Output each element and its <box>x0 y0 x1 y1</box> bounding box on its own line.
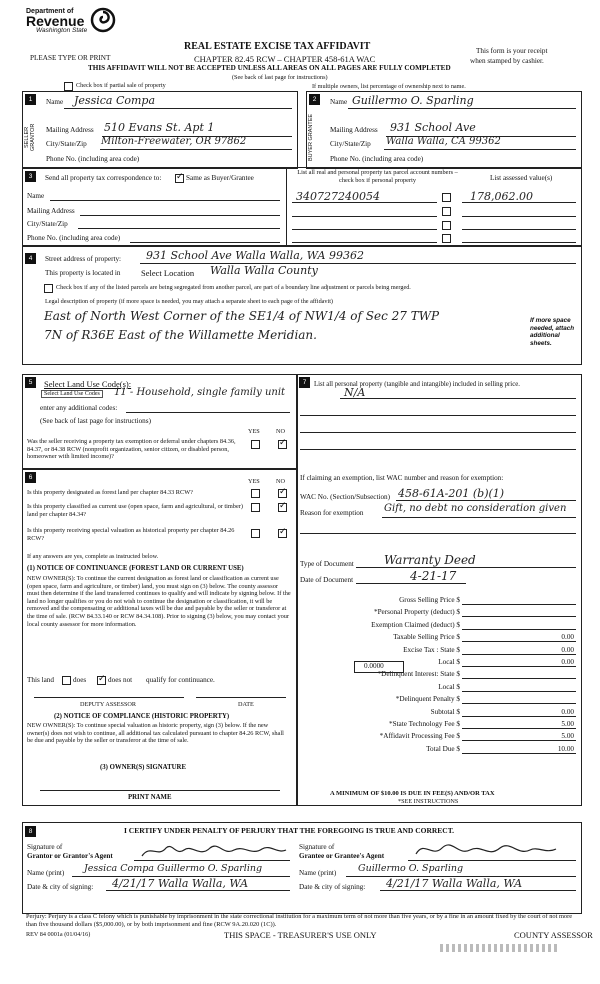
print-name-label: PRINT NAME <box>128 794 172 801</box>
section-6-box <box>22 468 298 806</box>
grantee-date-value[interactable]: 4/21/17 Walla Walla, WA <box>386 877 523 890</box>
logo-line3: Washington State <box>36 27 88 34</box>
buyer-city-value[interactable]: Walla Walla, CA 99362 <box>386 136 501 147</box>
sec3-name-label: Name <box>27 192 45 200</box>
sec5-yes-header: YES <box>248 428 260 435</box>
reason-value[interactable]: Gift, no debt no consideration given <box>384 503 567 514</box>
county-assessor-label: COUNTY ASSESSOR <box>514 930 593 940</box>
seller-name-value[interactable]: Jessica Compa <box>74 94 156 107</box>
does-checkbox[interactable] <box>62 676 71 685</box>
deputy-date-label: DATE <box>238 701 254 708</box>
fee-label: Exemption Claimed (deduct) $ <box>371 621 460 629</box>
forest-no-checkbox[interactable] <box>278 489 287 498</box>
doc-date-value[interactable]: 4-21-17 <box>410 569 457 583</box>
form-chapter: CHAPTER 82.45 RCW – CHAPTER 458-61A WAC <box>194 54 376 64</box>
notice1-title: (1) NOTICE OF CONTINUANCE (FOREST LAND OR CURRENT USE) <box>27 565 244 572</box>
same-as-buyer-checkbox[interactable] <box>175 174 184 183</box>
seller-phone-label: Phone No. (including area code) <box>46 155 140 163</box>
fee-label: *Delinquent Penalty $ <box>395 695 460 703</box>
section-7-box <box>296 374 582 806</box>
fee-label: Taxable Selling Price $ <box>393 633 460 641</box>
parcel-header: List all real and personal property tax parcel account numbers – check box if personal property <box>297 169 458 184</box>
street-value[interactable]: 931 School Ave Walla Walla, WA 99362 <box>146 249 364 262</box>
buyer-side-label: BUYER GRANTEE <box>308 113 314 161</box>
exemption-yes-checkbox[interactable] <box>251 440 260 449</box>
grantor-name-label: Name (print) <box>27 869 65 877</box>
seller-side-label: SELLER GRANTOR <box>24 123 36 151</box>
logo-line2: Revenue <box>26 13 85 29</box>
doc-type-value[interactable]: Warranty Deed <box>384 553 476 567</box>
assessed-header: List assessed value(s) <box>490 174 553 182</box>
fee-label: *State Technology Fee $ <box>388 720 460 728</box>
section-1-number: 1 <box>25 94 36 105</box>
owner-signature-label: (3) OWNER(S) SIGNATURE <box>100 764 186 771</box>
section-6-number: 6 <box>25 472 36 483</box>
if-yes-note: If any answers are yes, complete as instructed below. <box>27 553 159 560</box>
personal-property-checkbox-2[interactable] <box>442 207 451 216</box>
forest-yes-checkbox[interactable] <box>251 489 260 498</box>
sec3-city-label: City/State/Zip <box>27 220 68 228</box>
revenue-swirl-icon <box>90 7 116 33</box>
located-label: This property is located in <box>45 269 121 277</box>
sec3-phone-label: Phone No. (including area code) <box>27 234 121 242</box>
grantee-name-value[interactable]: Guillermo O. Sparling <box>358 863 464 874</box>
fee-label: Subtotal $ <box>430 708 460 716</box>
street-label: Street address of property: <box>45 255 122 263</box>
grantee-date-label: Date & city of signing: <box>299 883 366 891</box>
notice2-body: NEW OWNER(S): To continue special valuation as historic property, sign (3) below. If the new owner(s) does not wish to continue, all additional tax calculated pursuant to chapter 84.26 RCW, shall be due and payable by the seller or transferor at the time of sale. <box>27 722 284 745</box>
buyer-address-label: Mailing Address <box>330 126 378 134</box>
wac-label: WAC No. (Section/Subsection) <box>300 493 391 501</box>
seller-address-label: Mailing Address <box>46 126 94 134</box>
section-7-number: 7 <box>299 377 310 388</box>
doc-type-label: Type of Document <box>300 560 354 568</box>
more-space-note: If more space needed, attach additional sheets. <box>530 317 575 347</box>
does-label: does <box>73 676 87 684</box>
grantee-sig-label-2: Grantee or Grantee's Agent <box>299 852 385 860</box>
fee-label: Local $ <box>438 683 460 691</box>
location-select[interactable]: Select Location <box>141 268 195 278</box>
legal-line-1[interactable]: East of North West Corner of the SE1/4 of NW1/4 of Sec 27 TWP <box>44 309 440 323</box>
fee-label: Total Due $ <box>426 745 460 753</box>
buyer-phone-label: Phone No. (including area code) <box>330 155 424 163</box>
revenue-logo <box>26 8 87 34</box>
sec6-no-header: NO <box>276 478 285 485</box>
personal-property-checkbox-3[interactable] <box>442 221 451 230</box>
fee-label: *Personal Property (deduct) $ <box>373 608 460 616</box>
deputy-assessor-label: DEPUTY ASSESSOR <box>80 701 136 708</box>
wac-value[interactable]: 458-61A-201 (b)(1) <box>398 487 505 500</box>
section-2-number: 2 <box>309 94 320 105</box>
fee-label: Excise Tax : State $ <box>403 646 460 654</box>
perjury-note: Perjury: Perjury is a class C felony which is punishable by imprisonment in the state correctional institution for a maximum term of not more than five years, or by a fine in an amount fixed by the court of not more than five thousand dollars ($5,000.00), or by both imprisonment and fine (RCW 9A.20.020 (1C)). <box>26 913 573 928</box>
receipt-note-2: when stamped by cashier. <box>470 57 544 65</box>
partial-sale-label: Check box if partial sale of property <box>76 82 166 89</box>
does-not-label: does not <box>108 676 133 684</box>
reason-label: Reason for exemption <box>300 509 364 517</box>
correspondence-label: Send all property tax correspondence to: <box>45 174 162 182</box>
fee-value[interactable]: 10.00 <box>557 745 574 753</box>
notice2-title: (2) NOTICE OF COMPLIANCE (HISTORIC PROPERTY) <box>54 713 230 720</box>
location-value[interactable]: Walla Walla County <box>210 264 318 277</box>
see-back-note: (See back of last page for instructions) <box>232 74 328 81</box>
historic-yes-checkbox[interactable] <box>251 529 260 538</box>
grantor-name-value[interactable]: Jessica Compa Guillermo O. Sparling <box>84 863 263 874</box>
fee-label: Gross Selling Price $ <box>399 596 460 604</box>
grantor-date-label: Date & city of signing: <box>27 883 94 891</box>
land-use-select[interactable]: Select Land Use Codes <box>41 390 103 398</box>
segregated-checkbox[interactable] <box>44 284 53 293</box>
sec5-no-header: NO <box>276 428 285 435</box>
assessed-value[interactable]: 178,062.00 <box>470 190 533 203</box>
print-hint: PLEASE TYPE OR PRINT <box>30 54 111 62</box>
notice1-body: NEW OWNER(S): To continue the current designation as forest land or classification as current use (open space, farm and agriculture, or timber) land, you must sign on (3) below. The county assessor must then determine if the land transferred continues to qualify and will indicate by signing below. If the land no longer qualifies or you do not wish to continue the designation or classification, it will be removed and the compensating or additional taxes will be due and payable by the seller or transferor at the time of sale. (RCW 84.33.140 or RCW 84.34.108). Prior to signing (3) below, you may contact your local county assessor for more information. <box>27 575 291 628</box>
segregated-label: Check box if any of the listed parcels are being segregated from another parcel, are part of a boundary line adjustment or parcels being merged. <box>56 284 411 291</box>
buyer-name-label: Name <box>330 98 348 106</box>
current-use-question: Is this property classified as current use (open space, farm and agricultural, or timber) land per chapter 84.34? <box>27 503 243 518</box>
historic-question: Is this property receiving special valuation as historical property per chapter 84.26 RCW? <box>27 527 235 542</box>
partial-sale-checkbox[interactable] <box>64 82 73 91</box>
fee-label: *Delinquent Interest: State $ <box>377 670 460 678</box>
treasurer-use-label: THIS SPACE - TREASURER'S USE ONLY <box>224 930 377 940</box>
exemption-no-checkbox[interactable] <box>278 440 287 449</box>
personal-property-checkbox-4[interactable] <box>442 234 451 243</box>
personal-property-label: List all personal property (tangible and intangible) included in selling price. <box>314 381 520 388</box>
buyer-name-value[interactable]: Guillermo O. Sparling <box>352 94 474 107</box>
grantee-sig-label-1: Signature of <box>299 843 335 851</box>
buyer-address-value[interactable]: 931 School Ave <box>390 121 476 134</box>
fee-value[interactable]: 5.00 <box>561 720 574 728</box>
fee-value[interactable]: 0.00 <box>561 633 574 641</box>
parcel-number-value[interactable]: 340727240054 <box>296 190 380 203</box>
stamp-mark <box>440 944 560 952</box>
fee-label: *Affidavit Processing Fee $ <box>379 732 460 740</box>
exemption-question: Was the seller receiving a property tax exemption or deferral under chapters 84.36, 84.37, or 84.38 RCW (nonprofit organization, senior citizen, or disabled person, homeowner with limited income)? <box>27 438 236 461</box>
doc-date-label: Date of Document <box>300 576 354 584</box>
sec5-see-back: (See back of last page for instructions) <box>40 417 151 425</box>
grantee-name-label: Name (print) <box>299 869 337 877</box>
form-id: REV 84 0001a (01/04/16) <box>26 931 91 938</box>
logo-line1: Department of <box>26 8 74 15</box>
see-instructions-note: *SEE INSTRUCTIONS <box>398 798 459 805</box>
personal-property-value[interactable]: N/A <box>344 386 366 399</box>
legal-label: Legal description of property (if more space is needed, you may attach a separate sheet to each page of the affidavit) <box>45 298 333 305</box>
land-use-label: Select Land Use Code(s): <box>44 379 132 389</box>
grantor-date-value[interactable]: 4/21/17 Walla Walla, WA <box>112 877 249 890</box>
exemption-claim-label: If claiming an exemption, list WAC number and reason for exemption: <box>300 474 504 482</box>
fee-value[interactable]: 0.00 <box>561 708 574 716</box>
section-3-number: 3 <box>25 171 36 182</box>
receipt-note-1: This form is your receipt <box>476 47 548 55</box>
form-warning: THIS AFFIDAVIT WILL NOT BE ACCEPTED UNLESS ALL AREAS ON ALL PAGES ARE FULLY COMPLETED <box>88 64 451 72</box>
section-8-number: 8 <box>25 826 36 837</box>
fee-label: Local $ <box>438 658 460 666</box>
same-as-buyer-label: Same as Buyer/Grantee <box>186 174 254 182</box>
this-land-label: This land <box>27 676 54 684</box>
current-use-yes-checkbox[interactable] <box>251 503 260 512</box>
sec6-yes-header: YES <box>248 478 260 485</box>
local-rate-value[interactable]: 0.0000 <box>364 662 384 670</box>
seller-address-value[interactable]: 510 Evans St. Apt 1 <box>104 121 215 134</box>
buyer-city-label: City/State/Zip <box>330 140 371 148</box>
grantee-signature[interactable] <box>412 840 562 860</box>
certify-statement: I CERTIFY UNDER PENALTY OF PERJURY THAT THE FOREGOING IS TRUE AND CORRECT. <box>124 826 455 835</box>
grantor-signature[interactable] <box>140 842 290 860</box>
personal-property-checkbox-1[interactable] <box>442 193 451 202</box>
additional-codes-label: enter any additional codes: <box>40 404 118 412</box>
fee-value[interactable]: 0.00 <box>561 646 574 654</box>
seller-city-label: City/State/Zip <box>46 140 87 148</box>
fee-value[interactable]: 5.00 <box>561 732 574 740</box>
grantor-sig-label-1: Signature of <box>27 843 63 851</box>
grantor-sig-label-2: Grantor or Grantor's Agent <box>27 852 113 860</box>
fee-value[interactable]: 0.00 <box>561 658 574 666</box>
seller-name-label: Name <box>46 98 64 106</box>
current-use-no-checkbox[interactable] <box>278 503 287 512</box>
sec3-address-label: Mailing Address <box>27 207 75 215</box>
section-5-number: 5 <box>25 377 36 388</box>
section-4-number: 4 <box>25 253 36 264</box>
land-use-value[interactable]: 11 - Household, single family unit <box>114 387 286 398</box>
multiple-owners-note: If multiple owners, list percentage of ownership next to name. <box>312 83 466 90</box>
historic-no-checkbox[interactable] <box>278 529 287 538</box>
seller-city-value[interactable]: Milton-Freewater, OR 97862 <box>101 136 247 147</box>
does-not-checkbox[interactable] <box>97 676 106 685</box>
legal-line-2[interactable]: 7N of R36E East of the Willamette Meridian. <box>44 328 317 342</box>
forest-land-question: Is this property designated as forest land per chapter 84.33 RCW? <box>27 489 193 496</box>
form-title: REAL ESTATE EXCISE TAX AFFIDAVIT <box>184 41 371 52</box>
minimum-due-note: A MINIMUM OF $10.00 IS DUE IN FEE(S) AND/OR TAX <box>330 790 495 797</box>
qualify-label: qualify for continuance. <box>146 676 215 684</box>
